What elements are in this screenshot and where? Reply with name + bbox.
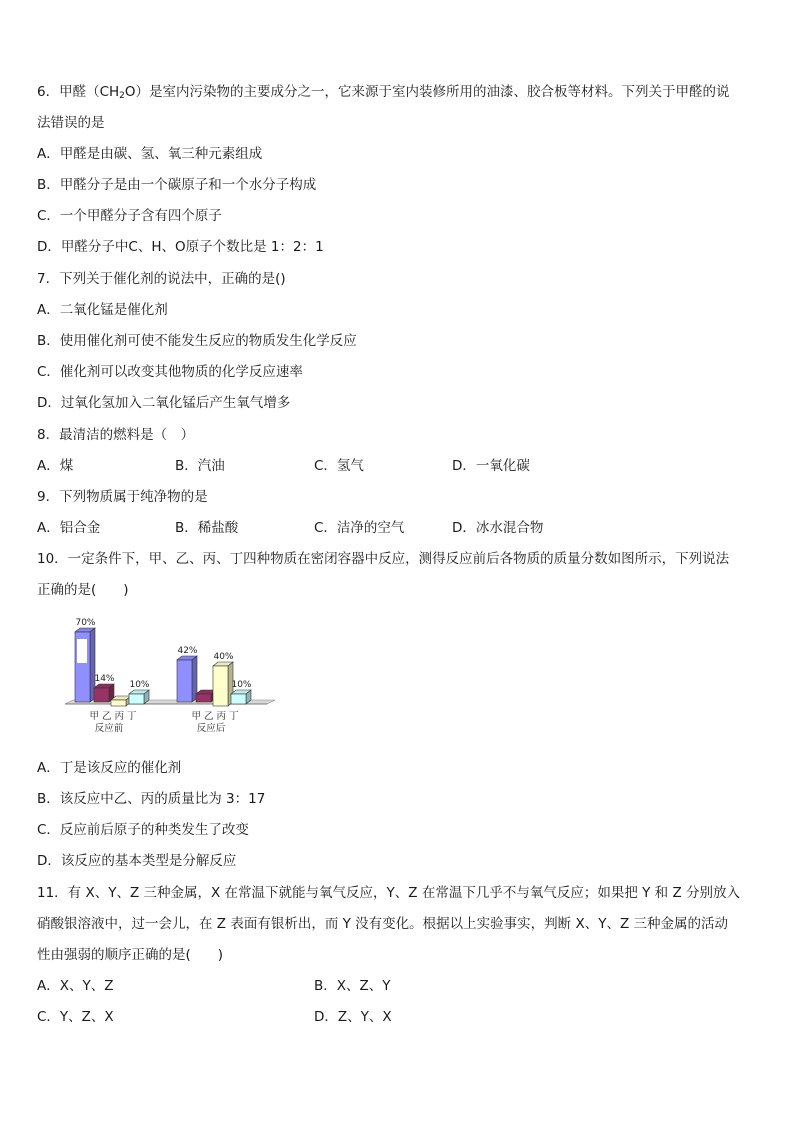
chart-cutout-artifact — [77, 639, 87, 663]
mass-fraction-chart-svg — [55, 617, 285, 737]
q8-option-c: C．氢气 — [314, 458, 364, 474]
q6-stem-subscript: 2 — [119, 91, 125, 101]
tick-label-反应前: 甲 乙 丙 丁 — [89, 711, 137, 722]
bar-反应后-丙 — [213, 666, 228, 706]
mass-fraction-chart — [55, 617, 285, 737]
bar-反应前-乙-value-label: 14% — [94, 674, 115, 684]
q6-option-a: A．甲醛是由碳、氢、氧三种元素组成 — [37, 146, 263, 162]
q10-option-c: C．反应前后原子的种类发生了改变 — [37, 822, 249, 838]
q10-stem-line2: 正确的是( ) — [37, 582, 129, 598]
q9-option-c: C．洁净的空气 — [314, 520, 405, 536]
q11-option-c: C．Y、Z、X — [37, 1009, 114, 1025]
q8-option-a: A．煤 — [37, 458, 74, 474]
bar-反应前-丁 — [129, 694, 144, 704]
q7-option-a: A．二氧化锰是催化剂 — [37, 302, 168, 318]
q6-stem-line2: 法错误的是 — [37, 115, 105, 131]
bar-反应前-乙 — [94, 688, 109, 702]
q7-option-c: C．催化剂可以改变其他物质的化学反应速率 — [37, 364, 303, 380]
q9-option-a: A．铝合金 — [37, 520, 101, 536]
q6-stem-part-b: O）是室内污染物的主要成分之一，它来源于室内装修所用的油漆、胶合板等材料。下列关于甲醛的说 — [124, 84, 730, 100]
q8-option-b: B．汽油 — [175, 458, 225, 474]
q9-stem: 9．下列物质属于纯净物的是 — [37, 489, 208, 505]
bar-反应前-甲-value-label: 70% — [75, 618, 96, 628]
q7-option-b: B．使用催化剂可使不能发生反应的物质发生化学反应 — [37, 333, 357, 349]
q6-stem-line1 — [37, 83, 730, 105]
q10-option-d: D．该反应的基本类型是分解反应 — [37, 853, 237, 869]
q6-option-d: D．甲醛分子中C、H、O原子个数比是 1：2：1 — [37, 239, 324, 255]
q6-option-b: B．甲醛分子是由一个碳原子和一个水分子构成 — [37, 177, 317, 193]
q7-stem: 7．下列关于催化剂的说法中，正确的是() — [37, 271, 286, 287]
group-label-反应前: 反应前 — [94, 723, 124, 734]
q7-option-d: D．过氧化氢加入二氧化锰后产生氧气增多 — [37, 395, 291, 411]
group-label-反应后: 反应后 — [196, 723, 226, 734]
bar-反应后-甲 — [177, 660, 192, 702]
bar-反应前-丙 — [111, 700, 126, 706]
q6-stem-part-a: 6．甲醛（CH — [37, 84, 120, 100]
q11-stem-line1: 11．有 X、Y、Z 三种金属，X 在常温下就能与氧气反应，Y、Z 在常温下几乎不与氧气反应；如果把 Y 和 Z 分别放入 — [37, 885, 740, 901]
bar-反应后-丙-value-label: 40% — [213, 652, 234, 662]
bar-反应后-丁-value-label: 10% — [231, 680, 252, 690]
q10-option-a: A．丁是该反应的催化剂 — [37, 760, 182, 776]
tick-label-反应后: 甲 乙 丙 丁 — [191, 711, 239, 722]
q10-stem-line1: 10．一定条件下，甲、乙、丙、丁四种物质在密闭容器中反应，测得反应前后各物质的质量分数如图所示，下列说法 — [37, 551, 730, 567]
q11-option-d: D．Z、Y、X — [314, 1009, 392, 1025]
q8-stem: 8．最清洁的燃料是（ ） — [37, 427, 195, 443]
bar-反应后-甲-value-label: 42% — [177, 646, 198, 656]
q11-stem-line2: 硝酸银溶液中，过一会儿，在 Z 表面有银析出，而 Y 没有变化。根据以上实验事实，判断 X、Y、Z 三种金属的活动 — [37, 916, 728, 932]
q11-stem-line3: 性由强弱的顺序正确的是( ) — [37, 947, 224, 963]
bar-反应后-乙 — [196, 694, 211, 702]
q9-option-d: D．冰水混合物 — [452, 520, 544, 536]
bar-反应后-丁 — [231, 694, 246, 704]
bar-反应前-丁-value-label: 10% — [129, 680, 150, 690]
q6-option-c: C．一个甲醛分子含有四个原子 — [37, 208, 222, 224]
q11-option-a: A．X、Y、Z — [37, 978, 114, 994]
q9-option-b: B．稀盐酸 — [175, 520, 239, 536]
q10-option-b: B．该反应中乙、丙的质量比为 3：17 — [37, 791, 266, 807]
q8-option-d: D．一氧化碳 — [452, 458, 530, 474]
q11-option-b: B．X、Z、Y — [314, 978, 391, 994]
